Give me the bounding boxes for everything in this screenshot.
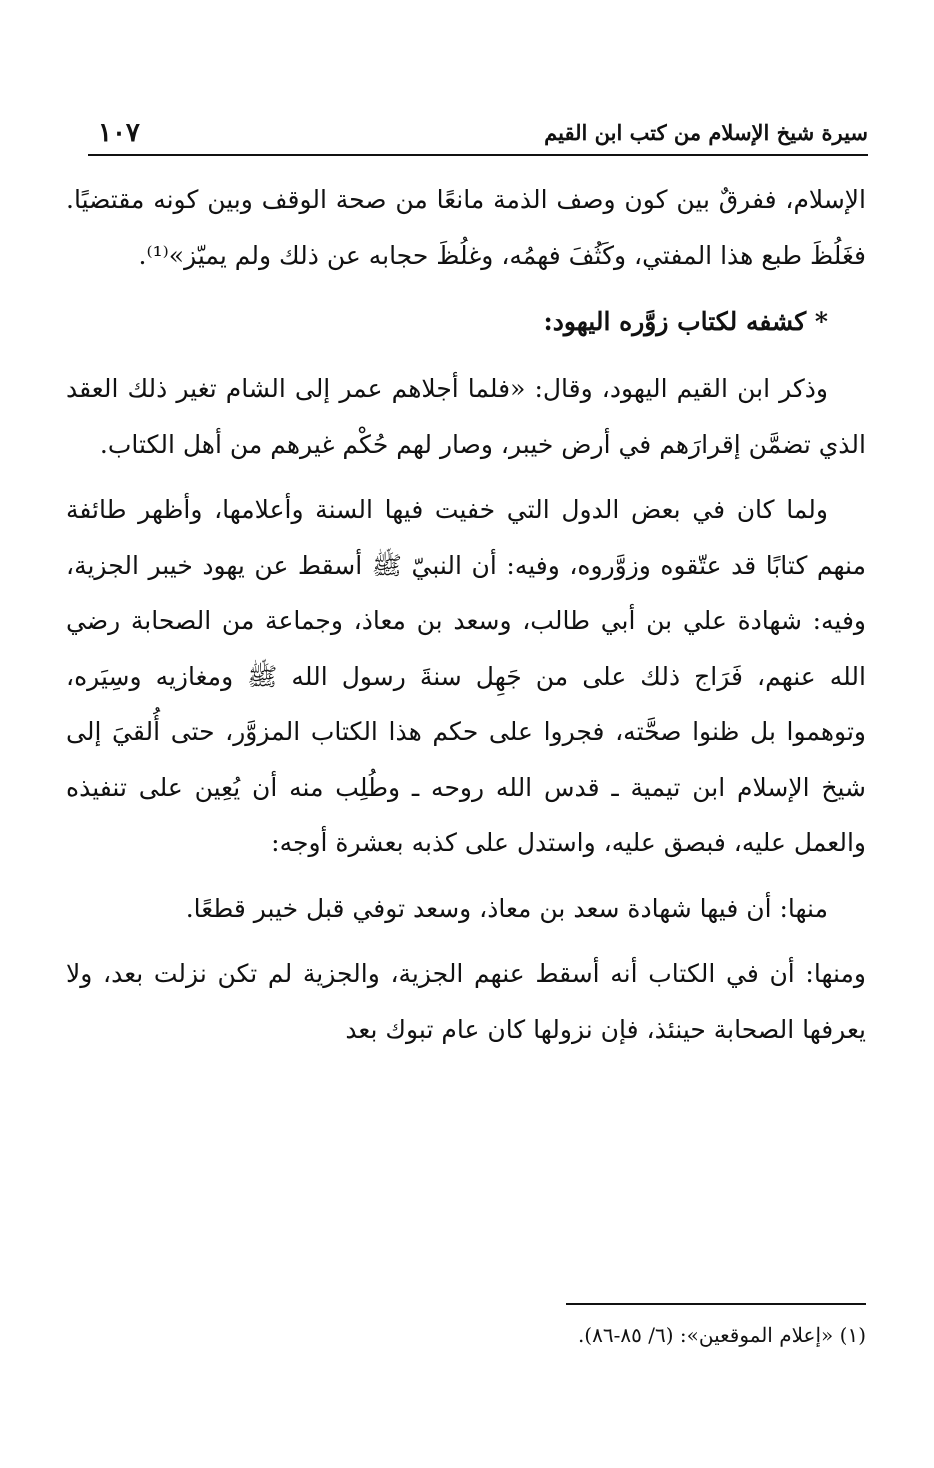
header-divider <box>88 154 868 156</box>
main-text <box>66 172 866 1057</box>
spacer <box>66 351 866 361</box>
paragraph-3: ولما كان في بعض الدول التي خفيت فيها السنة وأعلامها، وأظهر طائفة منهم كتابًا قد عتّقوه وزوَّروه، وفيه: أن النبيّ ﷺ أسقط عن يهود خيبر الجزية، وفيه: شهادة علي بن أبي طالب، وسعد بن معاذ، وجماعة من الصحابة رضي الله عنهم، فَرَاج ذلك على من جَهِل سنةَ رسول الله ﷺ ومغازيه وسِيَره، وتوهموا بل ظنوا صحَّته، فجروا على حكم هذا الكتاب المزوَّر، حتى أُلقيَ إلى شيخ الإسلام ابن تيمية ـ قدس الله روحه ـ وطُلِب منه أن يُعِين على تنفيذه والعمل عليه، فبصق عليه، واستدل على كذبه بعشرة أوجه: <box>66 495 866 857</box>
paragraph-4: منها: أن فيها شهادة سعد بن معاذ، وسعد توفي قبل خيبر قطعًا. <box>185 893 828 923</box>
running-header <box>88 118 868 158</box>
spacer <box>66 283 866 293</box>
book-title: سيرة شيخ الإسلام من كتب ابن القيم <box>544 120 868 145</box>
page-number: ١٠٧ <box>98 118 140 148</box>
spacer <box>66 472 866 482</box>
section-heading-text: كشفه لكتاب زوَّره اليهود: <box>543 307 807 336</box>
paragraph-5: ومنها: أن في الكتاب أنه أسقط عنهم الجزية، والجزية لم تكن نزلت بعد، ولا يعرفها الصحابة حينئذ، فإن نزولها كان عام تبوك بعد <box>66 959 866 1044</box>
footnote: (١) «إعلام الموقعين»: (٦/ ٨٥-٨٦). <box>577 1323 866 1347</box>
spacer <box>66 936 866 946</box>
paragraph-1: الإسلام، ففرقٌ بين كون وصف الذمة مانعًا من صحة الوقف وبين كونه مقتضيًا. فغَلُظَ طبع هذا المفتي، وكَثُفَ فهمُه، وغلُظَ حجابه عن ذلك ولم يميّز»⁽¹⁾. <box>66 185 866 270</box>
paragraph-2: وذكر ابن القيم اليهود، وقال: «فلما أجلاهم عمر إلى الشام تغير ذلك العقد الذي تضمَّن إقرارَهم في أرض خيبر، وصار لهم حُكْم غيرهم من أهل الكتاب. <box>66 374 866 459</box>
section-heading <box>66 293 866 351</box>
star-marker: * <box>814 307 828 336</box>
spacer <box>66 871 866 881</box>
footnote-divider <box>566 1303 866 1305</box>
